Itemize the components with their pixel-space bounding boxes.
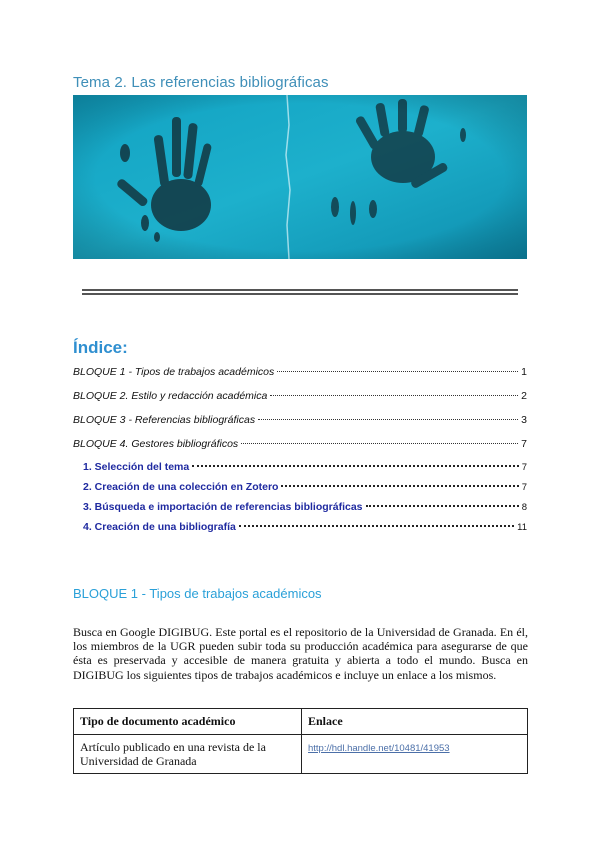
toc-leader <box>258 419 518 420</box>
toc-leader <box>192 465 518 467</box>
toc-subentry-page: 7 <box>521 482 527 493</box>
table-cell-type: Artículo publicado en una revista de la Universidad de Granada <box>74 735 302 774</box>
toc-subentry-label: 2. Creación de una colección en Zotero <box>83 481 279 493</box>
toc-entry[interactable] <box>73 438 527 450</box>
page-title: Tema 2. Las referencias bibliográficas <box>73 74 329 91</box>
toc-entry-label: BLOQUE 2. Estilo y redacción académica <box>73 390 268 402</box>
toc-entry-page: 3 <box>521 414 527 426</box>
toc-entry-label: BLOQUE 1 - Tipos de trabajos académicos <box>73 366 275 378</box>
toc-leader <box>366 505 519 507</box>
toc-leader <box>239 525 514 527</box>
separator-line <box>82 289 518 295</box>
toc-entry-page: 1 <box>521 366 527 378</box>
toc-subentry-label: 1. Selección del tema <box>83 461 190 473</box>
section-body-paragraph: Busca en Google DIGIBUG. Este portal es el repositorio de la Universidad de Granada. En él, los miembros de la UGR pueden subir toda su producción académica para asegurarse de que ésta es preservada y accesible de manera gratuita y abierta a todo el mundo. Busca en DIGIBUG los siguientes tipos de trabajos académicos e incluye un enlace a los mismos. <box>73 625 528 682</box>
toc-subentry-page: 8 <box>521 502 527 513</box>
toc-leader <box>277 371 518 372</box>
toc-subentry[interactable] <box>83 481 527 493</box>
toc-leader <box>281 485 518 487</box>
table-cell-link <box>302 735 528 774</box>
toc-subentry-page: 7 <box>521 462 527 473</box>
toc-subentry[interactable] <box>83 461 527 473</box>
toc-entry[interactable] <box>73 414 527 426</box>
toc-entry-page: 7 <box>521 438 527 450</box>
academic-documents-table <box>73 708 528 774</box>
toc-entry[interactable] <box>73 390 527 402</box>
toc-leader <box>270 395 518 396</box>
toc-subentry[interactable] <box>83 521 527 533</box>
toc-entry-label: BLOQUE 4. Gestores bibliográficos <box>73 438 239 450</box>
table-header-link: Enlace <box>302 709 528 735</box>
toc-subentry-page: 11 <box>517 522 527 533</box>
table-header-type: Tipo de documento académico <box>74 709 302 735</box>
toc-leader <box>241 443 518 444</box>
table-row <box>74 735 528 774</box>
toc-subentry-label: 3. Búsqueda e importación de referencias bibliográficas <box>83 501 363 513</box>
index-heading: Índice: <box>73 338 128 357</box>
table-header-row <box>74 709 528 735</box>
toc-entry[interactable] <box>73 366 527 378</box>
toc-entry-page: 2 <box>521 390 527 402</box>
document-link[interactable]: http://hdl.handle.net/10481/41953 <box>308 743 450 754</box>
section-heading: BLOQUE 1 - Tipos de trabajos académicos <box>73 586 322 601</box>
toc-entry-label: BLOQUE 3 - Referencias bibliográficas <box>73 414 256 426</box>
handprints-image <box>73 95 527 259</box>
toc-subentry-label: 4. Creación de una bibliografía <box>83 521 236 533</box>
toc-subentry[interactable] <box>83 501 527 513</box>
